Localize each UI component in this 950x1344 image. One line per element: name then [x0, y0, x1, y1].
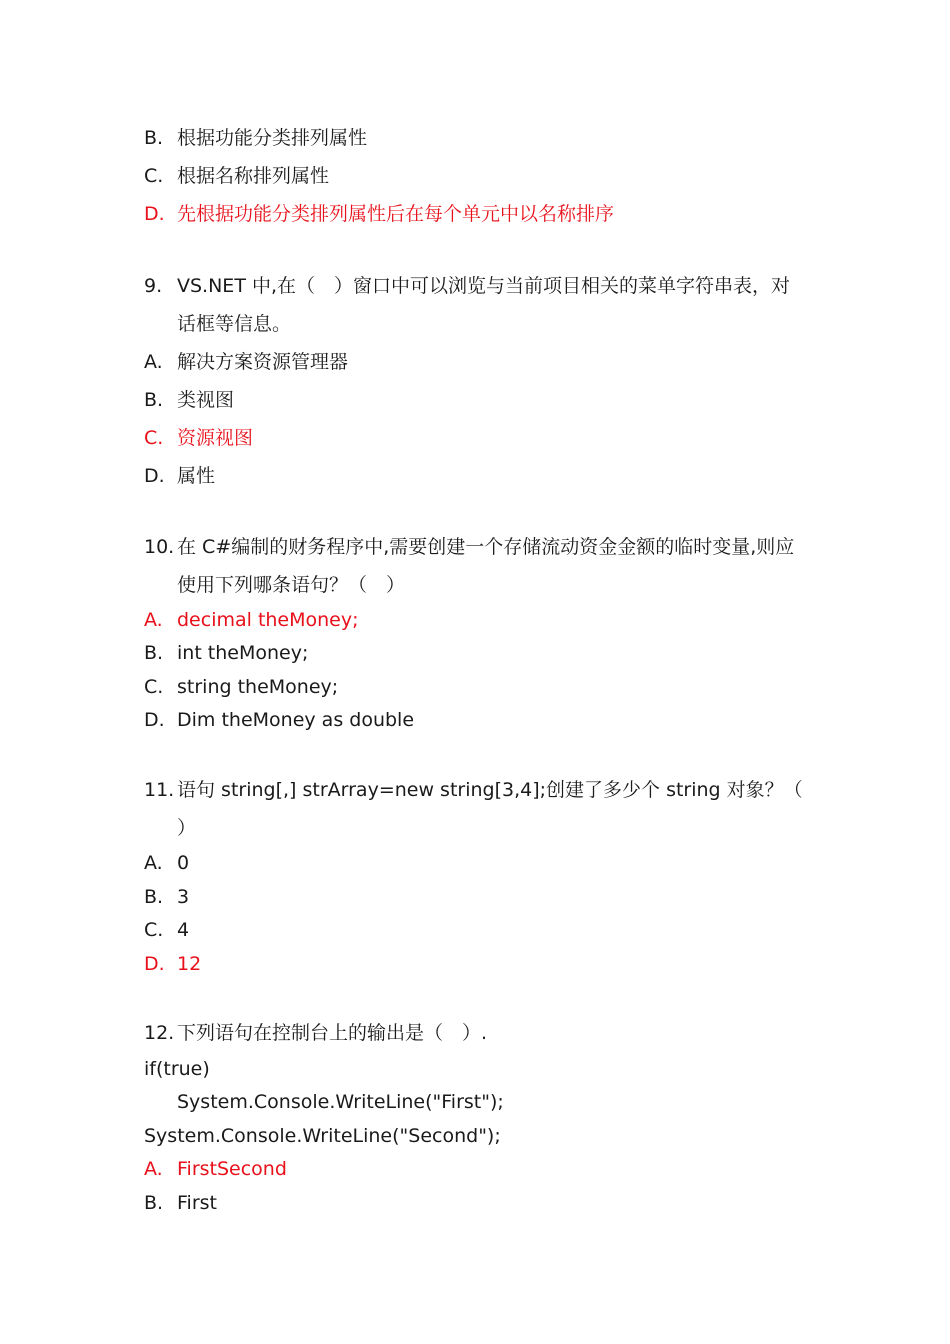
question-text: 使用下列哪条语句？（ ） — [177, 574, 406, 596]
question-text: VS.NET 中,在（ ）窗口中可以浏览与当前项目相关的菜单字符串表，对 — [177, 275, 791, 297]
option-text: string theMoney; — [177, 676, 339, 698]
option-text: 0 — [177, 852, 190, 874]
option-label: A. — [144, 351, 163, 373]
option-text: 3 — [177, 886, 190, 908]
q12-code-line1: if(true) — [144, 1058, 210, 1080]
question-text: 语句 string[,] strArray=new string[3,4];创建了多少个 string 对象？（ — [177, 779, 803, 801]
option-label: D. — [144, 203, 165, 225]
option-label: B. — [144, 389, 164, 411]
option-label: C. — [144, 427, 164, 449]
option-text: 根据功能分类排列属性 — [177, 127, 368, 149]
option-text: 12 — [177, 953, 202, 975]
option-text: 解决方案资源管理器 — [177, 351, 349, 373]
option-label: D. — [144, 709, 165, 731]
question-text: ） — [177, 817, 197, 839]
option-text: 根据名称排列属性 — [177, 165, 330, 187]
option-label: A. — [144, 852, 163, 874]
option-text: 4 — [177, 919, 190, 941]
question-number: 11. — [144, 779, 175, 801]
option-text: FirstSecond — [177, 1158, 287, 1180]
option-label: D. — [144, 465, 165, 487]
option-label: C. — [144, 676, 164, 698]
question-text: 下列语句在控制台上的输出是（ ）. — [177, 1022, 488, 1044]
option-text: 属性 — [177, 465, 216, 487]
option-label: B. — [144, 1192, 164, 1214]
option-text: 先根据功能分类排列属性后在每个单元中以名称排序 — [177, 203, 615, 225]
option-text: decimal theMoney; — [177, 609, 359, 631]
question-text: 在 C#编制的财务程序中,需要创建一个存储流动资金金额的临时变量,则应 — [177, 536, 795, 558]
code-text: System.Console.WriteLine("First"); — [177, 1091, 504, 1113]
option-text: 类视图 — [177, 389, 235, 411]
option-text: 资源视图 — [177, 427, 254, 449]
option-label: C. — [144, 919, 164, 941]
option-text: Dim theMoney as double — [177, 709, 415, 731]
option-label: B. — [144, 642, 164, 664]
option-label: B. — [144, 127, 164, 149]
q12-code-line3: System.Console.WriteLine("Second"); — [144, 1125, 501, 1147]
question-number: 12. — [144, 1022, 175, 1044]
option-label: D. — [144, 953, 165, 975]
question-number: 10. — [144, 536, 175, 558]
question-number: 9. — [144, 275, 163, 297]
option-text: First — [177, 1192, 217, 1214]
question-text: 话框等信息。 — [177, 313, 292, 335]
option-label: B. — [144, 886, 164, 908]
option-text: int theMoney; — [177, 642, 309, 664]
option-label: A. — [144, 609, 163, 631]
option-label: C. — [144, 165, 164, 187]
option-label: A. — [144, 1158, 163, 1180]
